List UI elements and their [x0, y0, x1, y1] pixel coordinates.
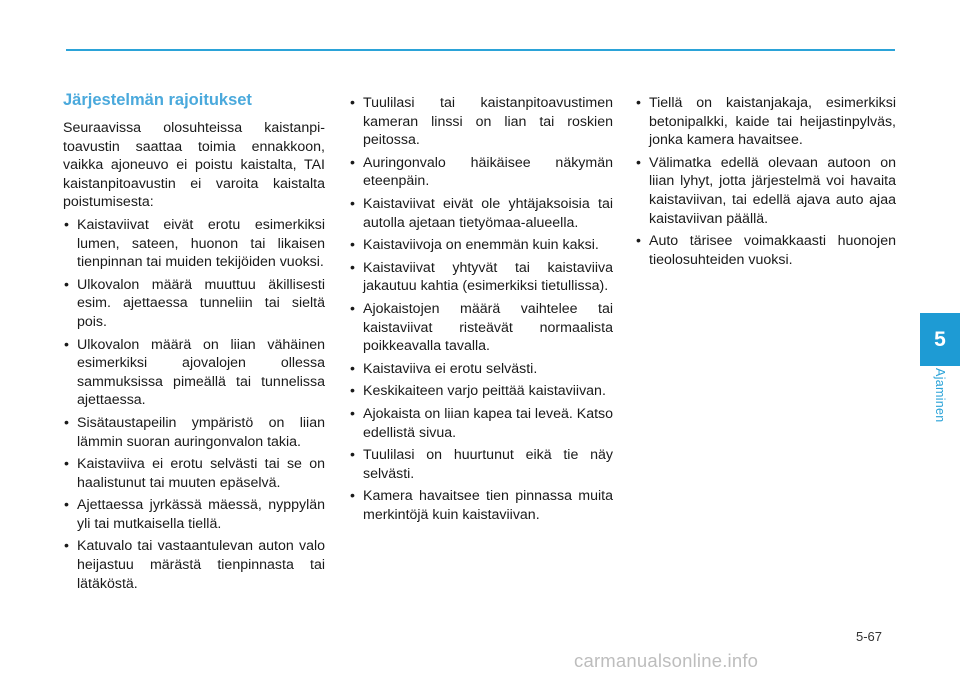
list-item: • Tuulilasi tai kaistanpitoavustimen kameran linssi on lian tai roskien peitossa. — [349, 94, 613, 150]
page-number: 5-67 — [856, 629, 883, 644]
column-1 — [63, 90, 325, 597]
list-item: • Katuvalo tai vastaantulevan auton valo heijastuu märästä tienpinnasta tai lätäköstä. — [63, 537, 325, 593]
top-rule — [66, 49, 895, 51]
list-item: • Kamera havaitsee tien pinnassa muita merkintöjä kuin kaistaviivan. — [349, 487, 613, 524]
column-2 — [349, 94, 613, 528]
list-item: • Kaistaviivat yhtyvät tai kaistaviiva jakautuu kahtia (esimerkiksi tietullissa). — [349, 259, 613, 296]
bullet-list-1 — [63, 216, 325, 593]
list-item: • Ulkovalon määrä on liian vähäinen esimerkiksi ajovalojen ollessa sammuksissa pimeällä tai tunnelissa ajettaessa. — [63, 336, 325, 410]
list-item: • Auto tärisee voimakkaasti huonojen tieolosuhteiden vuoksi. — [635, 232, 896, 269]
list-item: • Välimatka edellä olevaan autoon on liian lyhyt, jotta järjestelmä voi havaita kaistaviivan, tai edellä ajava auto ajaa kaistaviivan päällä. — [635, 154, 896, 228]
list-item: • Kaistaviivat eivät ole yhtäjaksoisia tai autolla ajetaan tietyömaa-alueella. — [349, 195, 613, 232]
list-item: • Tiellä on kaistanjakaja, esimerkiksi betonipalkki, kaide tai heijastinpylväs, jonka kamera havaitsee. — [635, 94, 896, 150]
column-3 — [635, 94, 896, 273]
chapter-tab[interactable]: 5 — [920, 313, 960, 366]
bullet-list-3 — [635, 94, 896, 269]
list-item: • Ajokaistojen määrä vaihtelee tai kaistaviivat risteävät normaalista poikkeavalla tavalla. — [349, 300, 613, 356]
list-item: • Kaistaviivat eivät erotu esimerkiksi lumen, sateen, huonon tai likaisen tienpinnan tai muiden tekijöiden vuoksi. — [63, 216, 325, 272]
list-item: • Keskikaiteen varjo peittää kaistaviivan. — [349, 382, 613, 401]
list-item: • Kaistaviiva ei erotu selvästi tai se on haalistunut tai muuten epäselvä. — [63, 455, 325, 492]
list-item: • Ajokaista on liian kapea tai leveä. Katso edellistä sivua. — [349, 405, 613, 442]
list-item: • Ajettaessa jyrkässä mäessä, nyppylän yli tai mutkaisella tiellä. — [63, 496, 325, 533]
chapter-label — [920, 364, 960, 426]
list-item: • Auringonvalo häikäisee näkymän eteenpäin. — [349, 154, 613, 191]
list-item: • Kaistaviivoja on enemmän kuin kaksi. — [349, 236, 613, 255]
list-item: • Tuulilasi on huurtunut eikä tie näy selvästi. — [349, 446, 613, 483]
list-item: • Kaistaviiva ei erotu selvästi. — [349, 360, 613, 379]
bullet-list-2 — [349, 94, 613, 524]
intro-paragraph: Seuraavissa olosuhteissa kaistanpitoavustin saattaa toimia ennakkoon, vaikka ajoneuvo ei poistu kaistalta, TAI kaistanpitoavustin ei varoita kaistalta poistumisesta: — [63, 120, 325, 211]
list-item: • Ulkovalon määrä muuttuu äkillisesti esim. ajettaessa tunneliin tai sieltä pois. — [63, 276, 325, 332]
chapter-label-text: Ajaminen — [933, 367, 947, 423]
watermark: carmanualsonline.info — [574, 650, 759, 671]
list-item: • Sisätaustapeilin ympäristö on liian lämmin suoran auringonvalon takia. — [63, 414, 325, 451]
section-heading: Järjestelmän rajoitukset — [63, 91, 252, 109]
